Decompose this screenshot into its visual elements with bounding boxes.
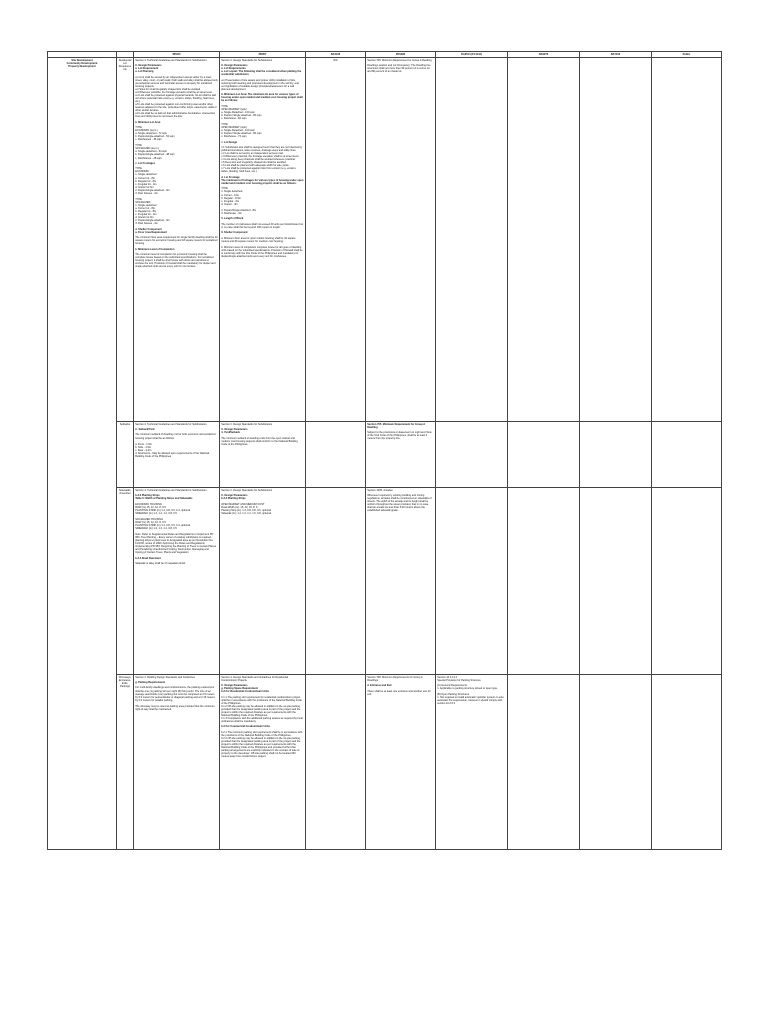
cell-pd1096 [366,675,436,850]
cell-paragraph: Section 4. Technical Guidelines and Standards for Subdivisions. [135,488,208,492]
cell-paragraph: g. Parking Requirements [135,681,166,685]
cell-paragraph: Section 4. Technical Guidelines and Standards for Subdivisions. [135,58,208,62]
subcategory-cell [117,58,134,422]
cell-pd957 [220,58,306,422]
cell-ra7160 [580,675,652,850]
cell-paragraph: OPEN MARKET AND MEDIUM COST Road Width (m): 15, 12, 10, 8, 6 Planting Strip (m): 1.3, 0.8, 0.8, 0.6, optional Sidewalk (m): 1.2, 1.2, 1.2, 1.0, 0.8, optional [221,502,272,515]
category-cell [48,58,117,850]
cell-ra9276 [508,422,580,488]
cell-paragraph: (A) General Requirements 1. Applicable to parking structure closed or open type. (B) Open Parking Structures 1. Not required to install automatic sprinkler system or auto automatic fire suppression, however it should comply with section 10.2.5.2 [437,684,504,706]
cell-pd957 [220,422,306,488]
cell-ra7160 [580,58,652,422]
cell-paragraph: Section 705. Minimum Requirement for Group A Dwelling [367,422,426,429]
cell-ra9514 [436,422,508,488]
cell-paragraph: b.3.4 Road Pavement [135,556,161,560]
category-label: Site Development Community Development Property Development [66,58,98,68]
cell-pd957 [220,675,306,850]
cell-paragraph: b.3.3 Planting Strips Table 6: Width of Planting Strips and Sidewalks [135,494,193,501]
cell-paragraph: C. Design Parameters a. Lot Requirements a. Lot Layout: The following shall be considered when platting the residential subdivision [221,64,302,77]
cell-pd1096 [366,488,436,675]
cell-paragraph: The minimum setback of dwelling unit for both economic and socialized housing project shall be as follows: a. Front - 1.5m b. Side - 1.5m c. Rear - 2.0m d. Abutments - May be allowed upon requirements of the National Building Code of the Philippines [135,433,216,458]
cell-bp220 [134,675,220,850]
cell-paragraph: Subject to the provisions on Easement on Light and View of the Civil Code of the Philippines, shall be at least 2 meters from the property line. [367,431,433,441]
cell-bp220 [134,488,220,675]
cell-pd1096 [366,58,436,422]
subcategory-label: Residential Lot Requirements [118,58,132,71]
header-cell-public: Public [652,52,722,58]
cell-paragraph: TYPE ECONOMIC (sq.m.) a. Single-detached - 72 sqm b. Duplex/single-attached - 54 sqm c. Rowhouses - 36 sqm TYPE SOCIALIZED (sq.m.) a. Single-detached - 64 sqm b. Duplex/single-attached - 48 sqm c. Rowhouses - 28 sqm [135,126,175,160]
cell-paragraph: a.1 A lot shall be served by an independent access either by a road, street, alley, court, or path walk. Path walk and alley shall be allowed only as pedestrian access and vehicular access to properly for socialized housing projects. a.2 Sites for small irregularly shaped lots shall be avoided. a.3 Wherever possible, the frontage elevation shall be at street level. a.4 Lots shall be protected against physical hazards. No lot shall be laid out where potential risks exist (e.g. erosion, slides, flooding, fault lines, etc.). a.5 Lots shall be protected against non-conforming uses and/or other features adjacent to the site, protective buffer strips, easements, walls or other similar devices. a.6 Lots shall be so laid out that administrative boundaries, intersection lines and utility lines do not bisect the lots. [135,75,218,119]
cell-paragraph: TYPE ECONOMIC 1. Single-detached a. Corner lot - 8m b. Regular lot - 8m c. Irregular lot - 4m d. Interior lot 3m 2. Duplex/single-attached - 6m 3. Row houses - 4m TYPE SOCIALIZED 1. Single-detached a. Corner lot - 8m b. Regular lot - 8m c. Irregular lot - 4m d. Interior lot 3m 2. Duplex/single-attached - 6m 3. Row houses - 4m [135,167,170,226]
cell-paragraph: The minimum floor area requirement for single family dwelling shall be 22 square meters for economic housing and 18 square meters for socialized housing. [135,236,219,246]
cell-ra9276 [508,488,580,675]
cell-paragraph: c. Lot Frontages [135,161,155,165]
cell-pd957 [220,488,306,675]
cell-paragraph: N/A [333,58,338,62]
header-cell-pd1096: PD1096 [366,52,436,58]
cell-paragraph: Section 2. Design Standards for Subdivisions [221,58,273,62]
cell-paragraph: C. Design Parameters a. Lot Requirement a. Lot Planning [135,64,162,74]
cell-paragraph: 6. Shelter Component [221,231,248,235]
cell-paragraph: b.2.1 The minimum parking slot requirement shall be in accordance with the provisions of the National Building Code of the Philippines. b.2.2 Off-site parking may be allowed in addition to the on-site parking provided that the designated parking area is part of the project and the project is within the required distance as per requirements with the National Building Code of the Philippines and provided further that parking arrangements are explicitly indicated in the contract of sale of property to the developer. Off-site parking shall not be located 200 meters away from condominium project. [221,730,303,759]
cell-paragraph: b.2 For Commercial Condominium Units [221,725,270,729]
cell-public [652,422,722,488]
cell-paragraph: C. Setback/Yard [135,428,155,432]
cell-paragraph: Whenever required by existing building and zoning regulations, arcades shall be constructed on sidewalks of streets. The width of the arcade and its height shall be uniform throughout the street provided, that in no case shall an arcade be less than 3.00 meters above the established sidewalk grade. [367,494,433,513]
cell-bp220 [134,422,220,488]
cell-public [652,58,722,422]
subcategory-label: Sidewalks, Amenities [118,488,132,495]
cell-bp220 [134,58,220,422]
cell-paragraph: Section 2. Design Standards for Subdivisions [221,422,273,426]
cell-paragraph: TYPE OPEN MARKET (sqm) a. Single-Detached - 120 sqm b. Duplex/ Single attached - 96 sqm c. Rowhouse - 60 sqm TYPE OPEN MARKET (sqm) a. Single-Detached - 120 sqm b. Duplex/ Single attached - 96 sqm c. Rowhouse - 72 sqm [221,104,262,139]
cell-pd1096 [366,422,436,488]
cell-paragraph: b. Minimum Lot Area: The minimum lot area for various types of housing under open market and medium cost housing project shall be as follows: [221,93,304,103]
table-row-setbacks [48,422,722,488]
header-cell-pd957: PD957 [220,52,306,58]
subcategory-cell [117,488,134,675]
cell-paragraph: d. Lot Frontage The minimum lot frontages for various types of housing under open market and medium cost housing projects shall be as follows: [221,175,304,185]
cell-paragraph: Section 708. Minimum Requirements for Group A Dwellings [367,675,424,682]
cell-ra4126 [306,58,366,422]
cell-ra9276 [508,675,580,850]
subcategory-label: Driveways, Entrances, Exits, Parkings [118,675,132,688]
cell-paragraph: d. Shelter Component a. Floor Area Requirement [135,227,167,234]
cell-paragraph: b. Minimum Level of Completion [135,247,175,251]
cell-paragraph: a. Minimum floor area for open market housing shall be 42 square meters and 30 square meters for medium cost housing. b. Minimum level of completion complete house for all types of dwelling units based on the submitted specifications. Provision of firewall shall be in conformity with the Fire Code of the Philippines and mandatory for duplex/single attached units and every unit for rowhouses. [221,236,303,258]
cell-ra7160 [580,488,652,675]
cell-ra9276 [508,58,580,422]
cell-paragraph: ECONOMIC HOUSING ROW (m) 15, 12, 10, 8, 6.5 PLANTING STRIP (m) 1.2, 0.8, 0.6, 0.4, optional SIDEWALK (m) 1.2, 1.2, 1.2, 0.8, 0.5 SOCIALIZED HOUSING ROW (m) 15, 12, 10, 8, 6.5 PLANTING STRIP (m) 1.2, 0.8, 0.6, 0.4, optional SIDEWALK (m) 1.2, 1.2, 1.2, 0.8, 0.5 Note: Refer to Supplemental Rules and Regulations to Implement PD 953. Tree Planting – Every owner of existing subdivision is required... planting strips to plant trees in designated area as per Resolution No. FLOOD, series of 1993, Approving the Rules and Regulations Implementing PD 953, Requiring the Planting of Trees in Certain Places and Penalizing Unauthorized Cutting, Destruction, Damaging and Injuring of Certain Trees, Plants and Vegetation [135,502,217,555]
cell-ra4126 [306,675,366,850]
header-cell-bp220: BP220 [134,52,220,58]
header-cell-ra4126: RA4126 [306,52,366,58]
cell-paragraph: b. Minimum Lot Area [135,120,161,124]
cell-paragraph: Section 1005. Arcades [367,488,393,492]
cell-paragraph: There shall be at least one entrance and another one for exit. [367,689,432,696]
cell-public [652,675,722,850]
cell-paragraph: Section 2. Design Standards for Subdivisions [221,488,273,492]
cell-paragraph: For multi-family dwellings and condominiums, the parking requirement shall be one (1) parking slot per eight (8) living units. The size of an average automobile (car) parking slot must be computed at 2.5 meters by 5.0 meters for perpendicular or diagonal parking and at 2.15 meters by 6.0 meters for parallel parking. The driveway may be used as parking area provided that the minimum right-of-way shall be maintained. [135,686,215,711]
table-row-sidewalks [48,488,722,675]
cell-ra9514 [436,488,508,675]
subcategory-label: Setbacks [119,422,131,426]
cell-ra4126 [306,422,366,488]
cell-paragraph: a.1 Preservation of site assets and proper utility installation of lots, reducing both wearing and proposed development in the vicinity; and a.2 Application of suitable design principles/parameters for a well planned development. [221,78,299,91]
cell-ra9514 [436,675,508,850]
cell-paragraph: Section 4. Design Standards and Guidelines for Residential Condominium Projects [221,675,289,682]
subcategory-cell [117,422,134,488]
subcategory-cell [117,675,134,850]
cell-ra7160 [580,422,652,488]
cell-paragraph: Section 4. Technical Guidelines and Standards for Subdivisions. [135,422,208,426]
header-cell-ra9514: RA9514 (FC1144) [436,52,508,58]
cell-paragraph: The minimum level of completion for economic housing shall be complete house based on the submitted specifications. For socialized housing project, it shall be shell house with doors and windows to enclose the unit. Provision of firewall shall be mandatory for duplex and single attached units and at every unit for row houses. [135,253,217,269]
cell-paragraph: Section 10.2.14.4 Special Provision for Parking Structure [437,675,481,682]
cell-paragraph: c. Lot Design [221,140,238,144]
cell-paragraph: 3. Entrance and Exit [367,684,392,688]
cell-paragraph: C. Design Parameters g. Parking Space Requirement b.2 For Residential Condominium Units [221,684,269,694]
cell-ra9514 [436,58,508,422]
cell-paragraph: The number of rowhouses shall not exceed 20 units per block/cluster but in no case shall this be beyond 100 meters in length. [221,222,304,229]
cell-paragraph: Section 4. Building Design Standards and Guidelines [135,675,195,679]
cell-paragraph: Sidewalk or alley shall be of macadam finish. [135,562,186,566]
cell-paragraph: b.1.1 The parking slot requirement for residential condominium project shall be in accordance with the provisions of the National Building Code of the Philippines. b.1.2 Off-site parking may be allowed in addition to the on-site parking provided that the designated parking area is part of the project and the project is within the required distance as per requirements with the National Building Code of the Philippines. b.1.3 Compliance with the additional parking spaces as required by local ordinances shall be mandatory. [221,695,303,723]
table-row-driveways [48,675,722,850]
regulation-comparison-table [47,51,722,850]
cell-paragraph: Dwelling Location and Lot Occupancy: The Dwelling line structures shall not more than 90 percent of a corner lot and 80 percent of an inside lot. [367,64,432,74]
cell-ra4126 [306,488,366,675]
header-cell-ra7160: RA7160 [580,52,652,58]
cell-paragraph: TYPE 1. Single detached a. Corner - 12m b. Regular - 8.5m c. Irregular - 6m d. Interior - 3m 2. Duplex/Single Attached - 8m 3. Rowhouse - 6m [221,187,257,215]
cell-paragraph: The minimum setback of dwelling units from the open market and medium cost housing projects shall conform to the National Building Code of the Philippines. [221,436,299,446]
cell-paragraph: 5. Length of Block [221,217,244,221]
cell-public [652,488,722,675]
header-cell-ra9276: RA9276 [508,52,580,58]
table-row-residential-lot [48,58,722,422]
cell-paragraph: C. Design Parameters 4. Yard/Setback [221,428,248,435]
cell-paragraph: C. Design Parameters b.3.3 Planting Strips [221,494,248,501]
cell-paragraph: Section 705. Minimum Requirement for Group A Dwelling [367,58,432,62]
cell-paragraph: c.1 Subdivision lots shall be designed such that they are not bisected by political boundaries, water courses, drainage ways and utility lines. c.2 Lot shall be served by an independent access road. c.3 Whenever practical, the frontage elevation shall be at street level. c.4 Lots along deep channels shall be avoided wherever practical. c.5 Deep lots and irregularly shaped lots shall be avoided. c.6 Lots shall be planned with adequate width for side yards. c.7 Lots shall be protected against risks from erosion (e.g. erosion, slides, flooding, fault lines, etc.). [221,146,303,174]
